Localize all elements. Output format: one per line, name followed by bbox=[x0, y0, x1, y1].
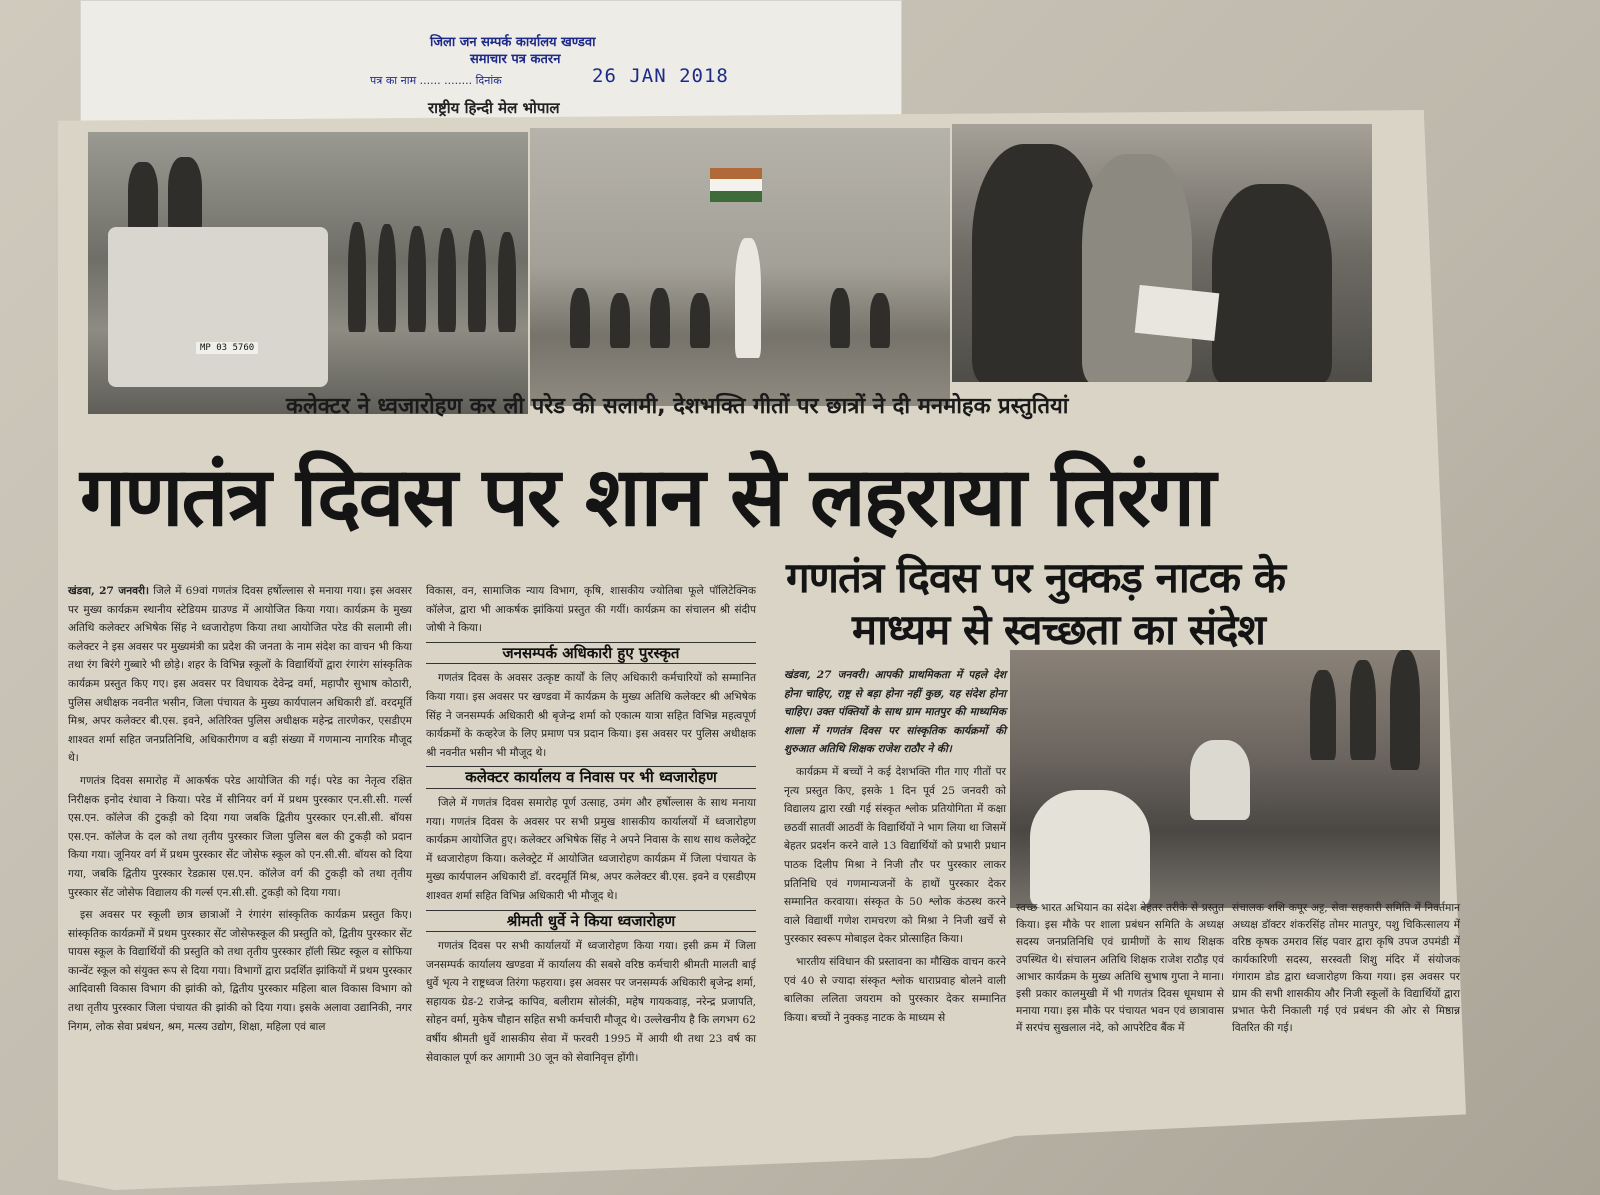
article-column-2 bbox=[426, 582, 756, 1071]
article-column-4 bbox=[1016, 900, 1224, 1042]
stamp-date: 26 JAN 2018 bbox=[592, 65, 729, 87]
article-paragraph: इस अवसर पर स्कूली छात्र छात्राओं ने रंगारंग सांस्कृतिक कार्यक्रम प्रस्तुत किए। सांस्कृतिक कार्यक्रमों में प्रथम पुरस्कार सेंट जोसेफस्कूल की प्रस्तुति को, द्वितीय पुरस्कार सेंट पायस स्कूल के विद्यार्थियों की प्रस्तुति को तथा तृतीय पुरस्कार हॉली स्प्रिट स्कूल व सोफिया कान्वेंट स्कूल को संयुक्त रूप से दिया गया। विभागों द्वारा प्रदर्शित झांकियों में प्रथम पुरस्कार आदिवासी विकास विभाग की झांकी को, द्वितीय पुरस्कार महिला बाल विकास विभाग को तथा तृतीय पुरस्कार जिला पंचायत की झांकी को दिया गया। इसके अलावा उद्यानिकी, नगर निगम, लोक सेवा प्रबंधन, श्रम, मत्स्य उद्योग, शिक्षा, महिला एवं बाल bbox=[68, 909, 412, 1033]
secondary-headline-line1: गणतंत्र दिवस पर नुक्कड़ नाटक के bbox=[786, 553, 1285, 602]
photo-flag-performance bbox=[530, 128, 950, 406]
article-paragraph: गणतंत्र दिवस के अवसर उत्कृष्ट कार्यों के लिए अधिकारी कर्मचारियों को सम्मानित किया गया। इस अवसर पर खण्डवा में कार्यक्रम के मुख्य अतिथि कलेक्टर श्री अभिषेक सिंह ने जनसम्पर्क अधिकारी श्री बृजेन्द्र शर्मा को एकात्म यात्रा सहित विभिन्न महत्वपूर्ण कार्यक्रमों के कव्हरेज के लिए प्रमाण पत्र प्रदान किया। इस अवसर पर पुलिस अधीक्षक श्री नवनीत भसीन भी मौजूद थे। bbox=[426, 672, 756, 759]
section-heading: श्रीमती धुर्वे ने किया ध्वजारोहण bbox=[426, 910, 756, 933]
stamp-unit: समाचार पत्र कतरन bbox=[470, 52, 561, 67]
section-heading: जनसम्पर्क अधिकारी हुए पुरस्कृत bbox=[426, 642, 756, 665]
article-paragraph: विकास, वन, सामाजिक न्याय विभाग, कृषि, शासकीय ज्योतिबा फूले पॉलिटेक्निक कॉलेज, द्वारा भी आकर्षक झांकियां प्रस्तुत की गयीं। कार्यक्रम का संचालन श्री संदीप जोषी ने किया। bbox=[426, 585, 756, 635]
article-paragraph: स्वच्छ भारत अभियान का संदेश बेहतर तरीके से प्रस्तुत किया। इस मौके पर शाला प्रबंधन समिति के अध्यक्ष सदस्य जनप्रतिनिधि एवं ग्रामीणों के साथ शिक्षक उपस्थित थे। संचालन अतिथि शिक्षक राजेश राठौड़ एवं आभार कार्यक्रम के मुख्य अतिथि सुभाष गुप्ता ने माना। इसी प्रकार कालमुखी में भी गणतंत्र दिवस धूमधाम से मनाया गया। इस मौके पर पंचायत भवन एवं छात्रावास में सरपंच सुखलाल नंदे, को आपरेटिव बैंक में bbox=[1016, 902, 1224, 1035]
article-paragraph: कार्यक्रम में बच्चों ने कई देशभक्ति गीत गाए गीतों पर नृत्य प्रस्तुत किए, इसके 1 दिन पूर्व 25 जनवरी को विद्यालय द्वारा रखी गई संस्कृत श्लोक प्रतियोगिता में कक्षा छठवीं सातवीं आठवीं के विद्यार्थियों ने भाग लिया था जिसमें बेहतर प्रदर्शन करने वाले 13 विद्यार्थियों को प्रभारी प्रधान पाठक दिलीप मिश्रा ने निजी तौर पर पुरस्कार लाकर प्रतिनिधि एवं गणमान्यजनों के हाथों पुरस्कार देकर सम्मानित करवाया। संस्कृत के 50 श्लोक कंठस्थ करने वाले विद्यार्थी गणेश रामचरण को मिश्रा ने निजी खर्चे से पुरस्कार स्वरूप मोबाइल देकर प्रोत्साहित किया। bbox=[784, 765, 1006, 946]
article-paragraph: जिले में गणतंत्र दिवस समारोह पूर्ण उत्साह, उमंग और हर्षोल्लास के साथ मनाया गया। गणतंत्र दिवस के अवसर पर सभी प्रमुख शासकीय कार्यालयों में ध्वजारोहण कार्यक्रम आयोजित हुए। कलेक्टर अभिषेक सिंह ने अपने निवास के साथ साथ कलेक्ट्रेट में ध्वजारोहण किया। कलेक्ट्रेट में आयोजित ध्वजारोहण कार्यक्रम में जिला पंचायत के मुख्य कार्यपालन अधिकारी डॉ. वरदमूर्ति मिश्र, अपर कलेक्टर बी.एस. इवने व एसडीएम शाश्वत शर्मा सहित विभिन्न अधिकारी भी मौजूद थे। bbox=[426, 796, 756, 902]
article-paragraph: भारतीय संविधान की प्रस्तावना का मौखिक वाचन करने एवं 40 से ज्यादा संस्कृत श्लोक धाराप्रवाह बोलने वाली बालिका ललिता जयराम को पुरस्कार देकर सम्मानित किया। बच्चों ने नुक्कड़ नाटक के माध्यम से bbox=[784, 955, 1006, 1024]
vehicle-number-plate: MP 03 5760 bbox=[196, 342, 258, 354]
stamp-office: जिला जन सम्पर्क कार्यालय खण्डवा bbox=[430, 35, 596, 50]
section-heading: कलेक्टर कार्यालय व निवास पर भी ध्वजारोहण bbox=[426, 766, 756, 789]
stamp-paper-label: पत्र का नाम ...... ........ दिनांक bbox=[370, 74, 502, 87]
secondary-headline-line2: माध्यम से स्वच्छता का संदेश bbox=[852, 605, 1265, 654]
article-paragraph: संचालक शशि कपूर अट्ट, सेवा सहकारी समिति में निवर्तमान अध्यक्ष डॉक्टर शंकरसिंह तोमर मातपुर, पशु चिकित्सालय में वरिष्ठ कृषक उमराव सिंह पवार द्वारा कृषि उपज उपमंडी में कार्यकारिणी सदस्य, सरस्वती शिशु मंदिर में संयोजक गंगाराम डोड द्वारा ध्वजारोहण किया गया। इस अवसर पर ग्राम की सभी शासकीय और निजी स्कूलों के विद्यार्थियों द्वारा प्रभात फेरी निकाली गई एवं प्रबंधन की ओर से मिष्ठान्न वितरित की गई। bbox=[1232, 902, 1460, 1035]
article-paragraph: गणतंत्र दिवस समारोह में आकर्षक परेड आयोजित की गई। परेड का नेतृत्व रक्षित निरीक्षक इनोद रंधावा ने किया। परेड में सीनियर वर्ग में प्रथम पुरस्कार एन.सी.सी. गर्ल्स एस.एन. कॉलेज की टुकड़ी को दिया गया जबकि द्वितीय पुरस्कार एन.सी.सी. बॉयस एस.एन. कॉलेज के दल को तथा तृतीय पुरस्कार जिला पुलिस बल की टुकड़ी को प्रदान किया गया। जूनियर वर्ग में प्रथम पुरस्कार सेंट जोसेफ स्कूल को एन.सी.सी. बॉयस को दिया गया, जबकि द्वितीय पुरस्कार रेडक्रास एस.एन. कॉलेज वर्ग की टुकड़ी को तथा तृतीय पुरस्कार सेंट जोसेफ विद्यालय की गर्ल्स एन.सी.सी. टुकड़ी को दिया गया। bbox=[68, 774, 412, 899]
article-paragraph: गणतंत्र दिवस पर सभी कार्यालयों में ध्वजारोहण किया गया। इसी क्रम में जिला जनसम्पर्क कार्यालय खण्डवा में कार्यालय की सबसे वरिष्ठ कर्मचारी श्रीमती मालती बाई धुर्वे भृत्य ने राष्ट्रध्वज तिरंगा फहराया। इस अवसर पर जनसम्पर्क अधिकारी बृजेन्द्र शर्मा, सहायक ग्रेड-2 राजेन्द्र कापिव, बलीराम सोलंकी, महेष गायकवाड़, नरेन्द्र प्रजापति, सोहन वर्मा, मुकेष चौहान सहित सभी कर्मचारी मौजूद थे। उल्लेखनीय है कि लगभग 62 वर्षीय श्रीमती धुर्वे शासकीय सेवा में फरवरी 1995 में आयी थी तथा 23 वर्ष का सेवाकाल पूर्ण कर आगामी 30 जून को सेवानिवृत्त होंगी। bbox=[426, 940, 756, 1064]
photo-certificate-award bbox=[952, 124, 1372, 382]
article-column-5 bbox=[1232, 900, 1460, 1042]
dateline: खंडवा, 27 जनवरी। bbox=[68, 585, 150, 597]
article-paragraph: खंडवा, 27 जनवरी। जिले में 69वां गणतंत्र दिवस हर्षोल्लास से मनाया गया। इस अवसर पर मुख्य कार्यक्रम स्थानीय स्टेडियम ग्राउण्ड में आयोजित किया गया। कार्यक्रम के मुख्य अतिथि कलेक्टर अभिषेक सिंह ने ध्वजारोहण किया तथा आयोजित परेड की सलामी ली। कलेक्टर ने इस अवसर पर मुख्यमंत्री का प्रदेश की जनता के नाम संदेश का वाचन भी किया तथा रंग बिरंगे गुब्बारे भी छोड़े। शहर के विभिन्न स्कूलों के विद्यार्थियों द्वारा रंगारंग सांस्कृतिक कार्यक्रम प्रस्तुत किए गए। इस अवसर पर विधायक देवेन्द्र वर्मा, महापौर सुभाष कोठारी, पुलिस अधीक्षक नवनीत भसीन, जिला पंचायत के मुख्य कार्यपालन अधिकारी डॉ. वरदमूर्ति मिश्र, अपर कलेक्टर बी.एस. इवने, अतिरिक्त पुलिस अधीक्षक महेन्द्र तारणेकर, एसडीएम शाश्वत शर्मा सहित जनप्रतिनिधि, अधिकारीगण व बड़ी संख्या में गणमान्य नागरिक मौजूद थे। bbox=[68, 585, 412, 765]
photo-parade-jeep bbox=[88, 132, 528, 414]
flag-icon bbox=[710, 168, 762, 202]
photo-school-event bbox=[1010, 650, 1440, 908]
article-column-3 bbox=[784, 666, 1006, 1031]
certificate bbox=[1135, 285, 1220, 341]
newspaper-source: राष्ट्रीय हिन्दी मेल भोपाल bbox=[428, 99, 560, 117]
article-column-1 bbox=[68, 582, 412, 1040]
main-headline: गणतंत्र दिवस पर शान से लहराया तिरंगा bbox=[80, 450, 1215, 545]
article-intro: खंडवा, 27 जनवरी। आपकी प्राथमिकता में पहले देश होना चाहिए, राष्ट्र से बड़ा होना नहीं कुछ, यह संदेश होना चाहिए। उक्त पंक्तियों के साथ ग्राम मातपुर की माध्यमिक शाला में गणतंत्र दिवस पर सांस्कृतिक कार्यक्रमों की शुरुआत अतिथि शिक्षक राजेश राठौर ने की। bbox=[784, 669, 1006, 756]
subheadline: कलेक्टर ने ध्वजारोहण कर ली परेड की सलामी, देशभक्ति गीतों पर छात्रों ने दी मनमोहक प्रस्तुतियां bbox=[286, 394, 1069, 419]
